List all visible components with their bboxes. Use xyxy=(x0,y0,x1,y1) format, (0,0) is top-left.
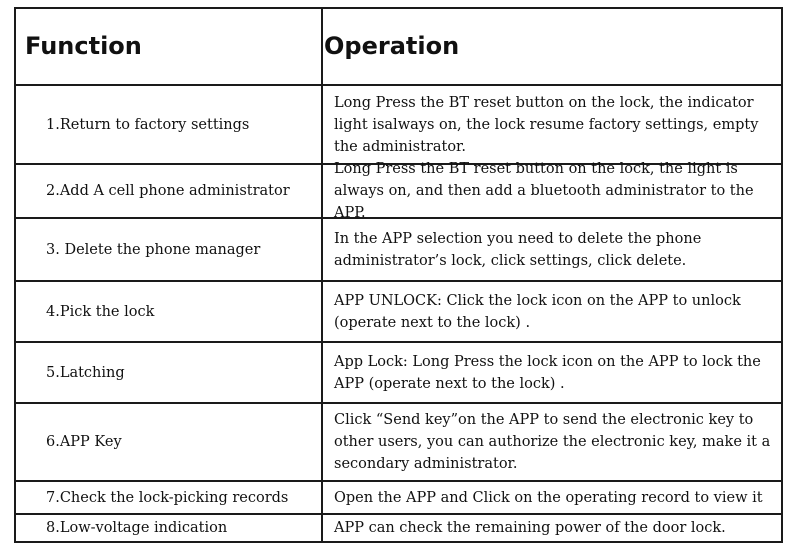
column-divider xyxy=(321,9,323,541)
table-row xyxy=(16,341,781,402)
function-cell: 5.Latching xyxy=(46,364,125,381)
function-cell: 8.Low-voltage indication xyxy=(46,520,228,536)
operation-cell: Long Press the BT reset button on the lock, the indicator light isalways on, the lock resume factory settings, empty the administrator. xyxy=(334,94,759,155)
table-row xyxy=(16,161,781,221)
table-row xyxy=(16,402,781,480)
function-cell: 6.APP Key xyxy=(46,434,122,450)
operation-cell: Click “Send key”on the APP to send the electronic key to other users, you can authorize the electronic key, make it a secondary administrator. xyxy=(334,412,771,472)
table-row xyxy=(16,480,781,513)
table-header xyxy=(16,9,781,86)
table-row xyxy=(16,280,781,341)
operation-cell: App Lock: Long Press the lock icon on the APP to lock the APP (operate next to the lock) . xyxy=(334,353,761,392)
function-cell: 1.Return to factory settings xyxy=(46,116,250,133)
function-operation-table xyxy=(14,7,783,543)
operation-cell: APP can check the remaining power of the door lock. xyxy=(334,520,726,536)
operation-cell: Long Press the BT reset button on the lock, the light is always on, and then add a bluetooth administrator to the APP. xyxy=(334,161,754,221)
function-cell: 7.Check the lock-picking records xyxy=(46,489,289,506)
function-cell: 2.Add A cell phone administrator xyxy=(46,183,290,199)
table-row xyxy=(16,513,781,541)
operation-cell: In the APP selection you need to delete the phone administrator’s lock, click settings, click delete. xyxy=(334,230,702,269)
operation-column-header: Operation xyxy=(324,32,460,60)
function-cell: 4.Pick the lock xyxy=(46,303,155,320)
operation-cell: APP UNLOCK: Click the lock icon on the APP to unlock (operate next to the lock) . xyxy=(334,292,741,331)
operation-cell: Open the APP and Click on the operating record to view it xyxy=(334,489,763,506)
table-row xyxy=(16,84,781,163)
function-cell: 3. Delete the phone manager xyxy=(46,241,261,258)
function-column-header: Function xyxy=(25,32,142,60)
table-row xyxy=(16,217,781,280)
